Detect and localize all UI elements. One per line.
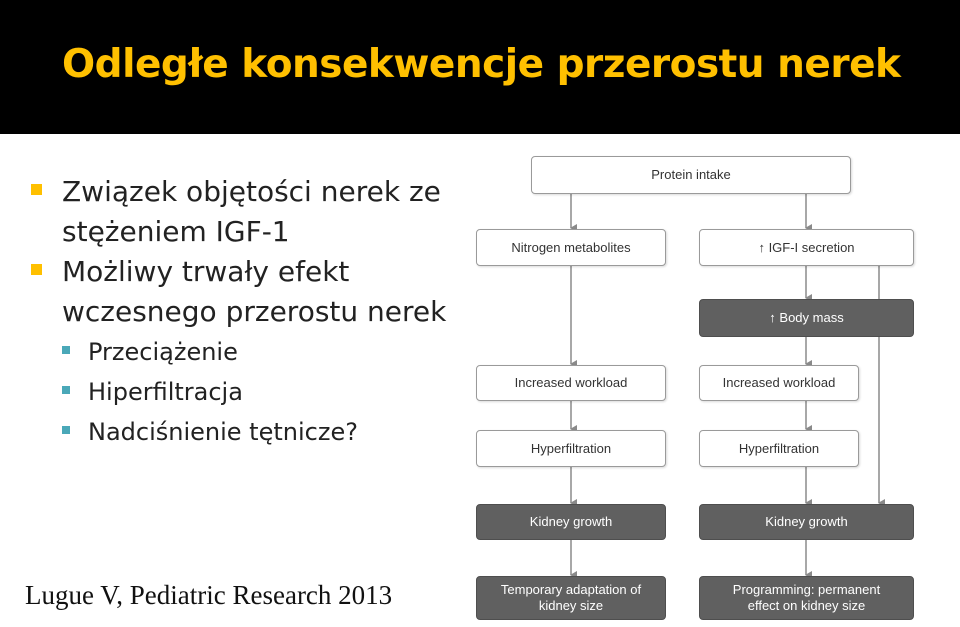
citation: Lugue V, Pediatric Research 2013	[25, 580, 393, 610]
node-hyperfiltration-right: Hyperfiltration	[699, 430, 859, 467]
sub-bullet-marker-icon	[62, 426, 70, 434]
sub-bullet-item	[28, 332, 458, 372]
node-workload-right: Increased workload	[699, 365, 859, 401]
bullet-marker-icon	[31, 184, 42, 195]
sub-bullet-item	[28, 372, 458, 412]
node-kidney-growth-left: Kidney growth	[476, 504, 666, 540]
sub-bullet-marker-icon	[62, 346, 70, 354]
node-kidney-growth-right: Kidney growth	[699, 504, 914, 540]
sub-bullet-item	[28, 412, 458, 452]
sub-bullet-text: Nadciśnienie tętnicze?	[88, 418, 358, 446]
node-hyperfiltration-left: Hyperfiltration	[476, 430, 666, 467]
slide-title: Odległe konsekwencje przerostu nerek	[62, 42, 901, 87]
bullet-text: Związek objętości nerek ze stężeniem IGF-1	[62, 175, 441, 248]
node-programming: Programming: permanent effect on kidney size	[699, 576, 914, 620]
sub-bullet-text: Przeciążenie	[88, 338, 238, 366]
title-bar	[0, 0, 960, 134]
bullet-list	[28, 172, 458, 452]
bullet-marker-icon	[31, 264, 42, 275]
bullet-item	[28, 252, 458, 332]
node-protein-intake: Protein intake	[531, 156, 851, 194]
node-temporary-adaptation: Temporary adaptation of kidney size	[476, 576, 666, 620]
flow-diagram	[468, 148, 924, 627]
sub-bullet-marker-icon	[62, 386, 70, 394]
bullet-item	[28, 172, 458, 252]
bullet-text: Możliwy trwały efekt wczesnego przerostu nerek	[62, 255, 447, 328]
sub-bullet-text: Hiperfiltracja	[88, 378, 243, 406]
node-nitrogen-metabolites: Nitrogen metabolites	[476, 229, 666, 266]
node-workload-left: Increased workload	[476, 365, 666, 401]
node-igf-secretion: ↑ IGF-I secretion	[699, 229, 914, 266]
node-body-mass: ↑ Body mass	[699, 299, 914, 337]
